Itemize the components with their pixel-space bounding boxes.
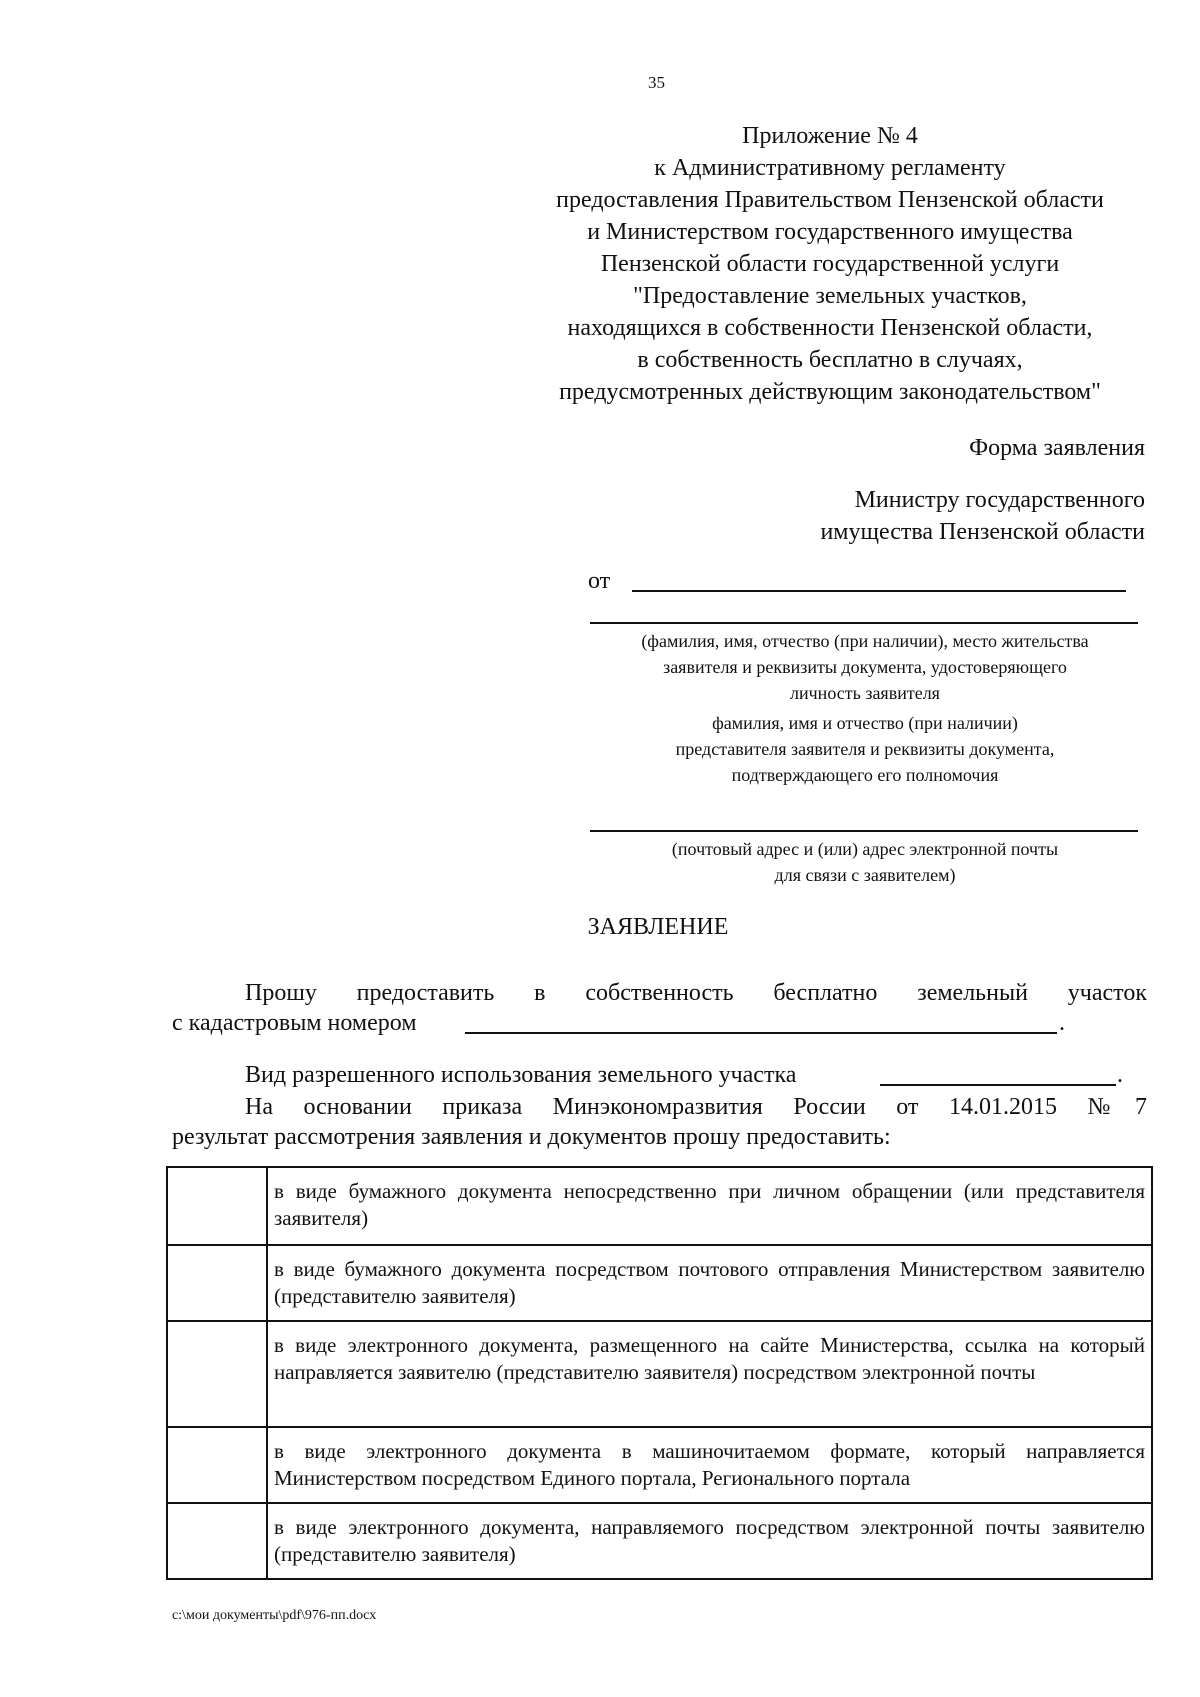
caption-line: (фамилия, имя, отчество (при наличии), место жительства bbox=[641, 631, 1089, 651]
caption-line: представителя заявителя и реквизиты документа, bbox=[675, 739, 1055, 759]
cadastral-number-field[interactable] bbox=[465, 1032, 1057, 1034]
caption-line: заявителя и реквизиты документа, удостоверяющего bbox=[663, 657, 1067, 677]
option-text: в виде бумажного документа непосредственно при личном обращении (или представителя заявителя) bbox=[267, 1167, 1152, 1245]
caption-line: подтверждающего его полномочия bbox=[731, 765, 999, 785]
appendix-header bbox=[500, 120, 1160, 408]
table-row bbox=[167, 1427, 1152, 1503]
option-checkbox[interactable] bbox=[167, 1167, 267, 1245]
caption-line: (почтовый адрес и (или) адрес электронной почты bbox=[671, 839, 1059, 859]
table-row bbox=[167, 1245, 1152, 1321]
permitted-use-field[interactable] bbox=[880, 1084, 1116, 1086]
period-mark: . bbox=[1117, 1062, 1123, 1088]
option-text: в виде бумажного документа посредством почтового отправления Министерством заявителю (представителю заявителя) bbox=[267, 1245, 1152, 1321]
appendix-line: находящихся в собственности Пензенской области, bbox=[567, 315, 1093, 341]
from-label: от bbox=[588, 568, 611, 594]
delivery-options-table bbox=[166, 1166, 1153, 1580]
cadastral-label: с кадастровым номером bbox=[172, 1010, 417, 1036]
option-checkbox[interactable] bbox=[167, 1427, 267, 1503]
representative-caption bbox=[560, 710, 1170, 788]
appendix-line: к Административному регламенту bbox=[654, 155, 1006, 181]
option-checkbox[interactable] bbox=[167, 1503, 267, 1579]
page-number: 35 bbox=[648, 73, 665, 92]
option-checkbox[interactable] bbox=[167, 1321, 267, 1427]
appendix-line: "Предоставление земельных участков, bbox=[633, 283, 1027, 309]
request-line-1: Прошу предоставить в собственность бесплатно земельный участок bbox=[245, 980, 1147, 1006]
caption-line: личность заявителя bbox=[790, 683, 940, 703]
permitted-use-label: Вид разрешенного использования земельного участка bbox=[245, 1062, 797, 1088]
basis-line-2: результат рассмотрения заявления и документов прошу предоставить: bbox=[172, 1124, 891, 1150]
table-row bbox=[167, 1503, 1152, 1579]
caption-line: для связи с заявителем) bbox=[774, 865, 956, 885]
applicant-name-field[interactable] bbox=[632, 590, 1126, 592]
applicant-caption bbox=[560, 628, 1170, 706]
appendix-line: Приложение № 4 bbox=[742, 123, 918, 149]
option-checkbox[interactable] bbox=[167, 1245, 267, 1321]
file-path-footer: c:\мои документы\pdf\976-пп.docx bbox=[172, 1608, 377, 1623]
table-row bbox=[167, 1321, 1152, 1427]
period-mark: . bbox=[1059, 1010, 1065, 1036]
appendix-line: предоставления Правительством Пензенской области bbox=[556, 187, 1104, 213]
option-text: в виде электронного документа, направляемого посредством электронной почты заявителю (представителю заявителя) bbox=[267, 1503, 1152, 1579]
appendix-line: предусмотренных действующим законодательством" bbox=[559, 379, 1101, 405]
option-text: в виде электронного документа в машиночитаемом формате, который направляется Министерством посредством Единого портала, Регионального портала bbox=[267, 1427, 1152, 1503]
form-label: Форма заявления bbox=[969, 435, 1145, 461]
table-row bbox=[167, 1167, 1152, 1245]
addressee-line-1: Министру государственного bbox=[854, 487, 1145, 513]
appendix-line: Пензенской области государственной услуги bbox=[600, 251, 1060, 277]
appendix-line: в собственность бесплатно в случаях, bbox=[637, 347, 1023, 373]
addressee-line-2: имущества Пензенской области bbox=[820, 519, 1145, 545]
document-title: ЗАЯВЛЕНИЕ bbox=[587, 914, 729, 940]
option-text: в виде электронного документа, размещенного на сайте Министерства, ссылка на который направляется заявителю (представителю заявителя) посредством электронной почты bbox=[267, 1321, 1152, 1427]
address-caption bbox=[560, 836, 1170, 888]
applicant-name-field-line-2[interactable] bbox=[590, 622, 1138, 624]
basis-line-1: На основании приказа Минэкономразвития России от 14.01.2015 №7 bbox=[245, 1094, 1147, 1120]
contact-address-field[interactable] bbox=[590, 830, 1138, 832]
appendix-line: и Министерством государственного имущества bbox=[587, 219, 1073, 245]
caption-line: фамилия, имя и отчество (при наличии) bbox=[712, 713, 1018, 733]
